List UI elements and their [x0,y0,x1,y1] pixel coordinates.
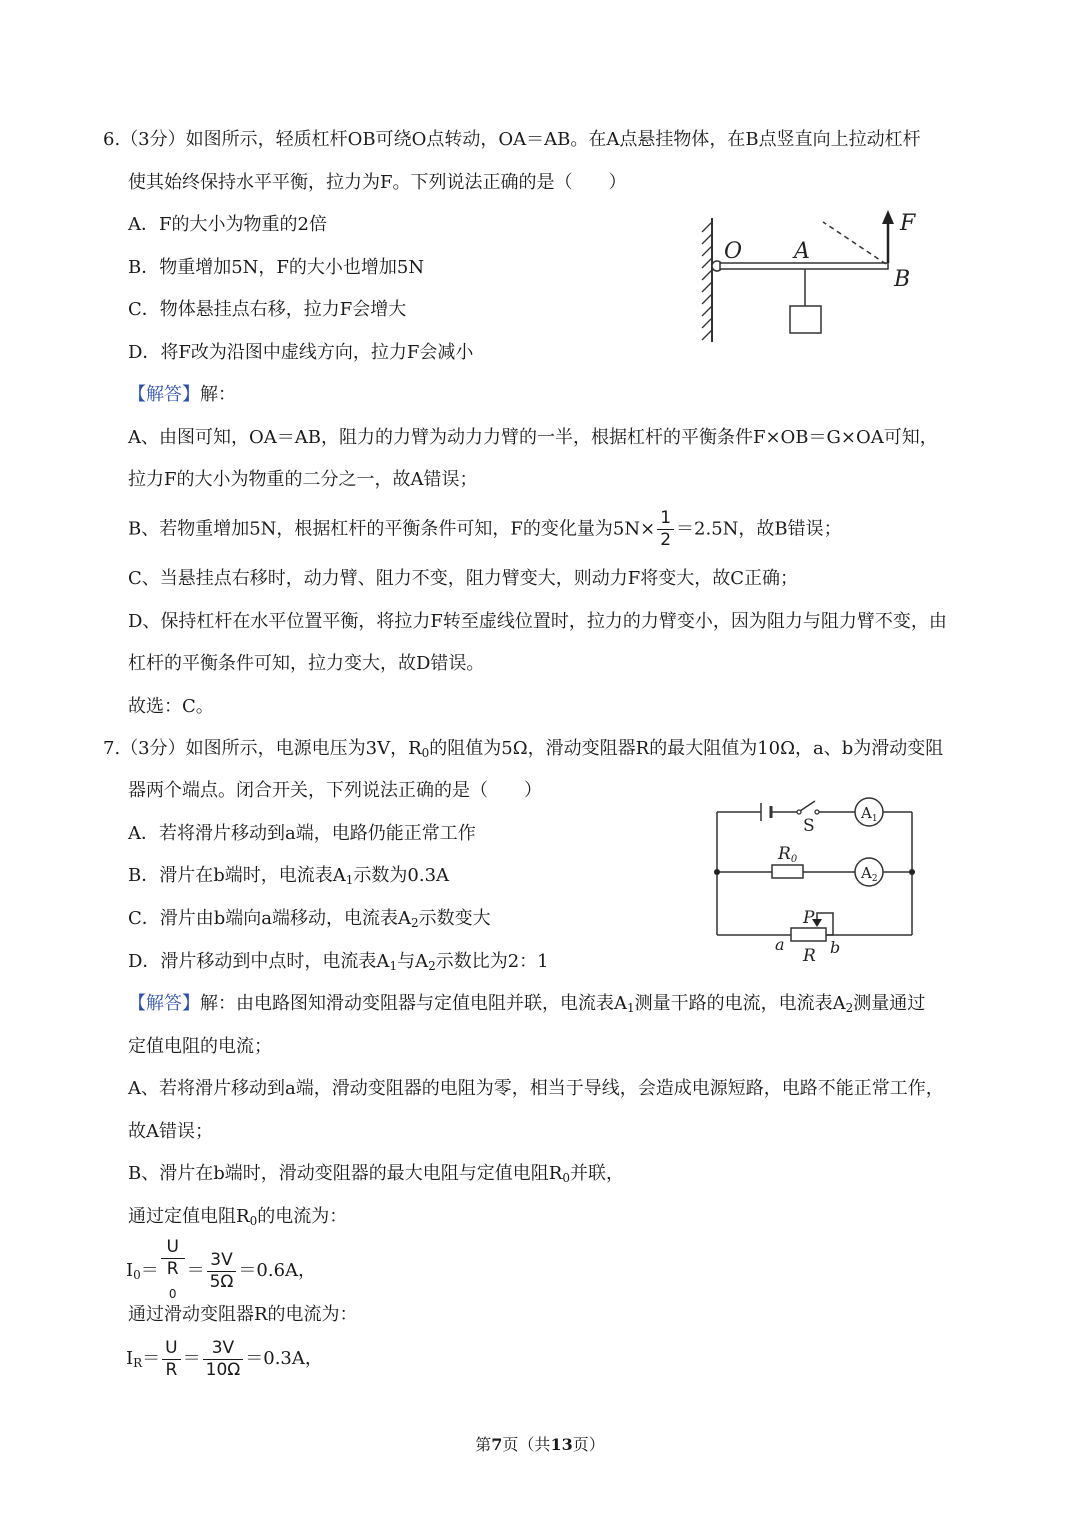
fraction-denominator: 2 [660,530,672,550]
q6-option-a: A．F的大小为物重的2倍 [128,214,327,235]
wall-hatching [702,222,712,340]
q7-sol-i0-pre: 通过定值电阻R [128,1206,250,1227]
switch-blade [800,801,815,811]
q7-option-d-pre: D．滑片移动到中点时，电流表A [128,951,390,972]
q6-fraction-half [657,508,674,551]
equation-i0: $I_0=$ U R $_0$ ＝ $\frac{3V}{5\Omega}$ ＝0.6A， [126,1237,316,1305]
q7-option-d-sub1: 1 [389,959,398,973]
q6-choice: 故选：C。 [128,696,214,717]
q6-sol-c: C、当悬挂点右移时，动力臂、阻力不变，阻力臂变大，则动力F将变大，故C正确； [128,568,799,589]
q7-option-b-pre: B．滑片在b端时，电流表A [128,865,346,886]
eq2-lhs-sub: R [133,1356,143,1370]
q7-option-b [128,863,449,893]
eq1-f1-numerator: U [161,1237,185,1259]
q6-sol-b [128,508,842,551]
eq2-result: ＝0.3A， [245,1348,323,1369]
q6-option-b: B．物重增加5N，F的大小也增加5N [128,257,425,278]
q7-stem-line1 [103,736,943,766]
resistor-r0-label: R0 [778,844,798,865]
ammeter-a1-label: $A_1$ [861,804,878,824]
lever-figure [690,200,940,350]
q7-sol-b-post: 并联， [569,1163,624,1184]
q7-stem-post: 的阻值为5Ω，滑动变阻器R的最大阻值为10Ω，a、b为滑动变阻 [429,738,944,759]
eq2-fraction-u-r [162,1338,180,1381]
junction-right [909,869,915,875]
q6-stem-line2: 使其始终保持水平平衡，拉力为F。下列说法正确的是（ ） [128,172,627,193]
fraction-numerator: 1 [657,508,674,530]
q7-option-c-post: 示数变大 [418,908,491,929]
circuit-figure [705,795,925,970]
q6-number: 6. [103,129,121,150]
eq2-f1-numerator: U [162,1338,180,1360]
q7-sol-i0-sub: 0 [249,1214,258,1228]
q7-option-d-mid: 与A [397,951,429,972]
eq1-f2-denominator: 5Ω [209,1271,234,1292]
dashed-force-direction [823,222,886,264]
footer-pre: 第 [475,1435,492,1454]
q6-sol-d-line1: D、保持杠杆在水平位置平衡，将拉力F转至虚线位置时，拉力的力臂变小，因为阻力与阻力臂不变，由 [128,611,947,632]
q7-option-b-sub: 1 [345,873,354,887]
q7-answer-intro [128,991,925,1021]
eq2-fraction-values [203,1338,244,1381]
q6-answer-tag: 【解答】 [128,384,200,405]
q7-answer-tag: 【解答】 [128,993,200,1014]
q7-sol-i0-post: 的电流为： [257,1206,348,1227]
terminal-a-label: a [775,935,785,954]
label-f: F [900,211,916,236]
q7-stem-pre: 如图所示，电源电压为3V，R [185,738,422,759]
q7-sol-intro-sub2: 2 [845,1001,854,1015]
switch-label: S [803,816,815,836]
q7-option-c [128,906,491,936]
q6-sol-a-line1: A、由图可知，OA＝AB，阻力的力臂为动力力臂的一半，根据杠杆的平衡条件F×OB＝G×OA可知， [128,427,938,448]
q7-score: （3分） [120,738,186,759]
q7-sol-intro-mid: 测量干路的电流，电流表A [634,993,846,1014]
eq1-f2-numerator: 3V [207,1250,237,1272]
q6-sol-d-line2: 杠杆的平衡条件可知，拉力变大，故D错误。 [128,653,485,674]
q7-sol-b-pre: B、滑片在b端时，滑动变阻器的最大电阻与定值电阻R [128,1163,563,1184]
terminal-b-label: b [830,938,841,957]
junction-left [714,869,720,875]
eq1-lhs-sub: 0 [133,1268,141,1282]
slider-p-label: P [803,908,815,928]
rheostat-r-label: R [803,946,816,966]
q7-option-c-sub: 2 [411,916,419,930]
q7-sol-a-line2: 故A错误； [128,1121,213,1142]
q6-sol-b-pre: B、若物重增加5N，根据杠杆的平衡条件可知，F的变化量为5N× [128,518,656,540]
eq2-f2-denominator: 10Ω [205,1359,241,1380]
q7-sol-b-sub: 0 [562,1171,570,1185]
q7-number: 7. [103,738,121,759]
footer-mid: 页（共 [502,1435,551,1454]
footer-post: 页） [572,1435,605,1454]
label-o: O [724,239,743,264]
q7-stem-sub: 0 [421,746,430,760]
q7-option-d [128,949,549,979]
q6-answer-intro: 解： [200,384,236,405]
eq1-result: ＝0.6A， [238,1260,317,1281]
q7-sol-i0-text [128,1204,347,1234]
eq1-f1-denominator [161,1259,185,1305]
q7-sol-intro-line2: 定值电阻的电流； [128,1036,272,1057]
q7-option-c-pre: C．滑片由b端向a端移动，电流表A [128,908,412,929]
force-arrow-head [882,210,894,224]
q6-option-d: D．将F改为沿图中虚线方向，拉力F会减小 [128,342,474,363]
q7-sol-intro-pre: 解：由电路图知滑动变阻器与定值电阻并联，电流表A [200,993,627,1014]
eq1-fraction-values [207,1250,237,1293]
q6-sol-b-post: ＝2.5N，故B错误； [676,518,842,540]
eq2-f2-numerator: 3V [203,1338,244,1360]
footer-total-pages: 13 [550,1435,573,1454]
eq1-f1-den-text: R [166,1259,179,1279]
q6-option-c: C．物体悬挂点右移，拉力F会增大 [128,299,407,320]
eq1-f1-den-sub: 0 [168,1287,177,1301]
q7-option-d-post: 示数比为2：1 [435,951,549,972]
q7-stem-line2: 器两个端点。闭合开关，下列说法正确的是（ ） [128,780,542,801]
label-b: B [894,267,911,292]
q6-stem-text: 如图所示，轻质杠杆OB可绕O点转动，OA＝AB。在A点悬挂物体，在B点竖直向上拉动杠杆 [185,129,921,150]
eq1-fraction-u-r0 [161,1237,185,1305]
q6-stem-line1 [103,127,921,153]
rheostat-r [791,928,826,941]
q7-sol-intro-sub1: 1 [627,1001,635,1015]
equation-ir: $I_R=$ $\frac{U}{R}$ ＝ $\frac{3V}{10\Omega}$ ＝0.3A， [126,1337,323,1380]
ammeter-a2-label: $A_2$ [861,864,878,884]
footer-page-number: 7 [491,1435,503,1454]
q7-sol-intro-post: 测量通过 [853,993,926,1014]
q7-option-a: A．若将滑片移动到a端，电路仍能正常工作 [128,823,476,844]
q7-sol-b [128,1161,624,1191]
q7-option-b-post: 示数为0.3A [353,865,450,886]
q7-option-d-sub2: 2 [428,959,436,973]
eq2-lhs: I [126,1348,134,1369]
switch-contact-right [815,810,819,814]
page-footer [0,1432,1080,1455]
q6-answer-header [128,382,236,408]
q7-sol-ir-text: 通过滑动变阻器R的电流为： [128,1304,358,1325]
eq2-f1-denominator: R [165,1359,178,1380]
q6-score: （3分） [120,129,186,150]
hanging-weight [790,306,821,333]
q6-sol-a-line2: 拉力F的大小为物重的二分之一，故A错误； [128,469,478,490]
q7-sol-a-line1: A、若将滑片移动到a端，滑动变阻器的电阻为零，相当于导线，会造成电源短路，电路不能正常工作， [128,1078,944,1099]
eq1-lhs: I [126,1260,134,1281]
resistor-r0 [772,865,803,878]
label-a: A [794,239,810,264]
